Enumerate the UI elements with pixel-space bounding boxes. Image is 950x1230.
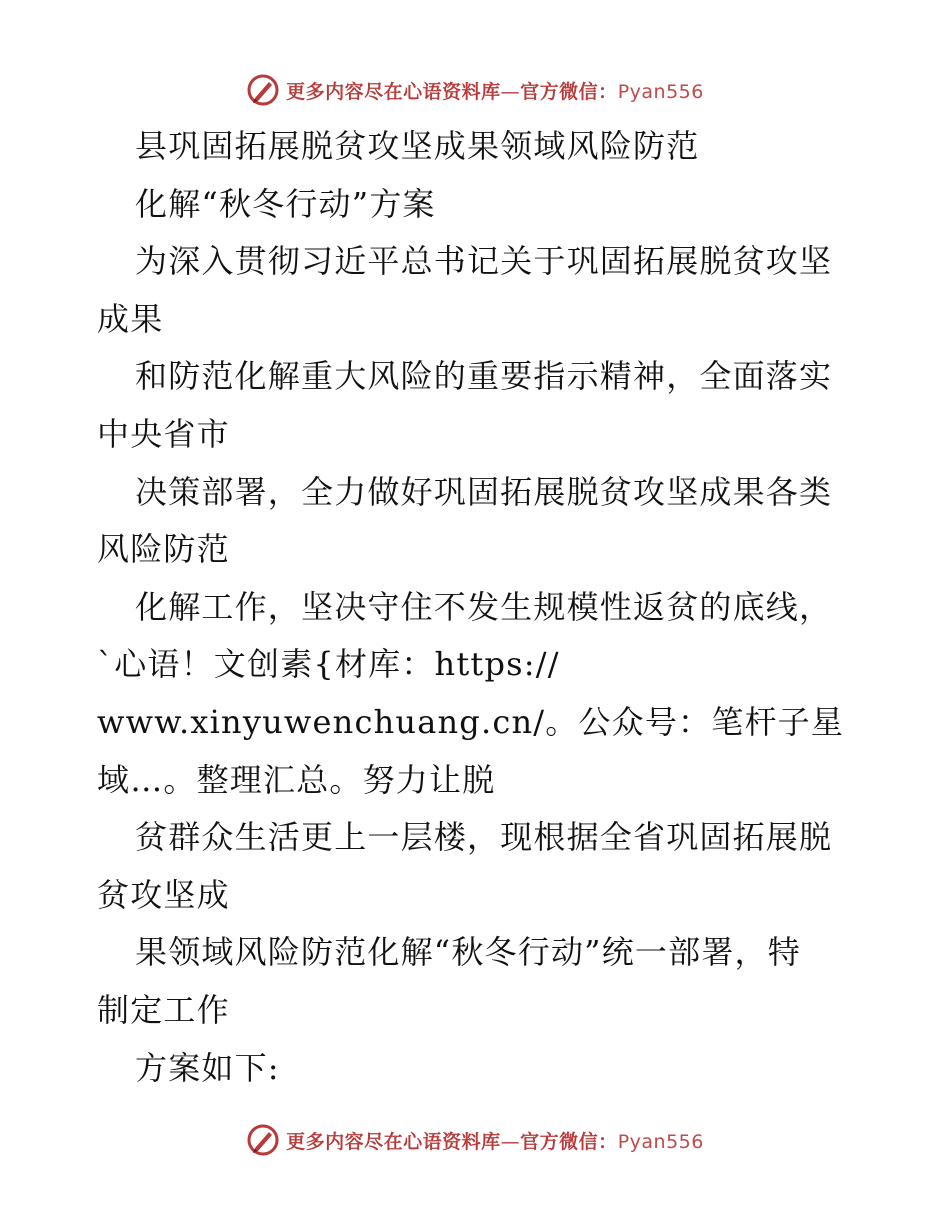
- document-line: 和防范化解重大风险的重要指示精神，全面落实: [135, 357, 833, 396]
- header-wechat-account: Pyan556: [617, 80, 704, 103]
- header-banner-dash: —: [500, 80, 521, 103]
- footer-banner-text: [286, 1127, 704, 1154]
- document-line: 县巩固拓展脱贫攻坚成果领域风险防范: [135, 127, 700, 165]
- document-line: 风险防范: [97, 530, 230, 569]
- pen-logo-icon: [246, 1123, 280, 1157]
- document-line: 制定工作: [97, 990, 230, 1029]
- document-body: [97, 118, 857, 1097]
- pen-logo-icon: [246, 73, 280, 107]
- document-line: 域…。整理汇总。努力让脱: [97, 760, 496, 799]
- document-line: 贫群众生活更上一层楼，现根据全省巩固拓展脱: [135, 818, 833, 857]
- document-line: 决策部署，全力做好巩固拓展脱贫攻坚成果各类: [135, 472, 833, 511]
- document-line: 成果: [97, 299, 164, 338]
- header-banner: [0, 70, 950, 110]
- footer-wechat-label: 官方微信：: [520, 1130, 618, 1153]
- footer-banner: [0, 1120, 950, 1160]
- footer-banner-dash: —: [500, 1130, 521, 1153]
- document-line: 果领域风险防范化解“秋冬行动”统一部署，特: [135, 933, 801, 972]
- document-line: www.xinyuwenchuang.cn/。公众号：笔杆子星: [97, 702, 845, 741]
- document-line: 化解工作，坚决守住不发生规模性返贫的底线，: [135, 587, 833, 626]
- document-line: 化解“秋冬行动”方案: [135, 184, 436, 223]
- document-line: 贫攻坚成: [97, 875, 230, 914]
- document-line: `心语！文创素{材库：https://: [97, 645, 560, 684]
- document-line: 中央省市: [97, 414, 230, 453]
- footer-banner-title: 更多内容尽在心语资料库: [286, 1130, 501, 1153]
- header-banner-title: 更多内容尽在心语资料库: [286, 80, 501, 103]
- document-line: 为深入贯彻习近平总书记关于巩固拓展脱贫攻坚: [135, 242, 833, 281]
- header-banner-text: [286, 77, 704, 104]
- footer-wechat-account: Pyan556: [617, 1130, 704, 1153]
- document-line: 方案如下:: [135, 1048, 280, 1087]
- header-wechat-label: 官方微信：: [520, 80, 618, 103]
